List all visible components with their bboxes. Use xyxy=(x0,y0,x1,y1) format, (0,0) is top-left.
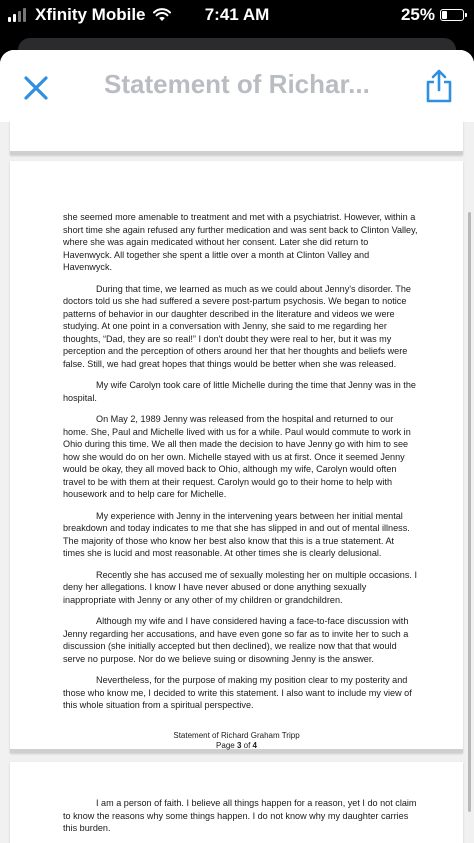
previous-page xyxy=(10,122,463,155)
battery-level-fill xyxy=(442,11,447,19)
paragraph: My experience with Jenny in the intervening years between her initial mental breakdown and today indicates to me that she has slipped in and out of mental illness. The majority of those who know her best also know that this is a true statement. At times she is lucid and most reasonable. At other times she is clearly delusional. xyxy=(63,510,410,558)
page-footer xyxy=(10,731,463,751)
status-right xyxy=(401,5,464,25)
footer-page-current: 3 xyxy=(236,741,242,750)
paragraph: she seemed more amenable to treatment and met with a psychiatrist. However, within a short time she again refused any further medication and was sent back to Clinton Valley, where she was again medicated without her consent. Later she did return to Havenwyck. All together she spent a little over a month at Clinton Valley and Havenwyck. xyxy=(63,212,418,272)
footer-page-of: of xyxy=(241,741,253,750)
page-body xyxy=(63,797,418,843)
status-bar xyxy=(0,0,474,30)
battery-percent: 25% xyxy=(400,5,435,24)
carrier-name: Xfinity Mobile xyxy=(35,5,146,24)
paragraph: My wife Carolyn took care of little Michelle during the time that Jenny was in the hospital. xyxy=(63,380,416,403)
footer-page-total: 4 xyxy=(252,741,257,750)
footer-statement-title: Statement of Richard Graham Tripp xyxy=(173,731,300,740)
footer-page-prefix: Page xyxy=(216,741,237,750)
close-icon xyxy=(20,72,52,104)
paragraph: I am a person of faith. I believe all things happen for a reason, yet I do not claim to know the reasons why some things happen. I do not know why my daughter carries this burden. xyxy=(63,798,417,833)
battery-icon xyxy=(440,9,464,21)
close-button[interactable] xyxy=(20,72,52,104)
nav-bar xyxy=(0,50,474,122)
paragraph: Although my wife and I have considered having a face-to-face discussion with Jenny regarding her accusations, and have even gone so far as to invite her to such a discussion (she initially accepted but then declined), we realize now that that would serve no purpose. Nor do we believe suing or disowning Jenny is the answer. xyxy=(63,616,409,664)
share-icon xyxy=(424,68,454,104)
paragraph: Recently she has accused me of sexually molesting her on multiple occasions. I deny her allegations. I know I have never abused or done anything sexually inappropriate with Jenny or any other of my children or grandchildren. xyxy=(63,569,417,605)
status-time: 7:41 AM xyxy=(204,5,270,24)
paragraph: During that time, we learned as much as we could about Jenny's disorder. The doctors told us she had suffered a severe post-partum psychosis. We began to notice patterns of behavior in our daughter described in the literature and videos we were studying. At one point in a conversation with Jenny, she said to me regarding her thoughts, “Dad, they are so real!” I don't doubt they were real to her, but it was my perception and the perception of others around her that her thoughts and beliefs were false. Still, we had great hopes that things would be better when she was released. xyxy=(63,283,411,369)
share-button[interactable] xyxy=(424,68,454,104)
paragraph: On May 2, 1989 Jenny was released from the hospital and returned to our home. She, Paul and Michelle lived with us for a while. Paul would commute to work in Ohio during this time. We all then made the decision to have Jenny go with him to see how she would do on her own. Michelle stayed with us at first. Once it seemed Jenny would be okay, they all moved back to Ohio, although my wife, Carolyn would often travel to be with them at their request. Carolyn would go to their home to help with housework and to help care for Michelle. xyxy=(63,414,411,499)
scrollbar[interactable] xyxy=(468,212,471,812)
footer-page-number xyxy=(10,741,463,751)
document-page-4 xyxy=(10,762,463,843)
document-sheet xyxy=(0,50,474,843)
document-title: Statement of Richar... xyxy=(104,69,370,99)
paragraph: Nevertheless, for the purpose of making my position clear to my posterity and those who know me, I decided to write this statement. I also want to include my view of this whole situation from a spiritual perspective. xyxy=(63,675,412,710)
pdf-viewer[interactable] xyxy=(0,122,474,843)
document-page-3 xyxy=(10,161,463,753)
page-body xyxy=(63,211,418,721)
